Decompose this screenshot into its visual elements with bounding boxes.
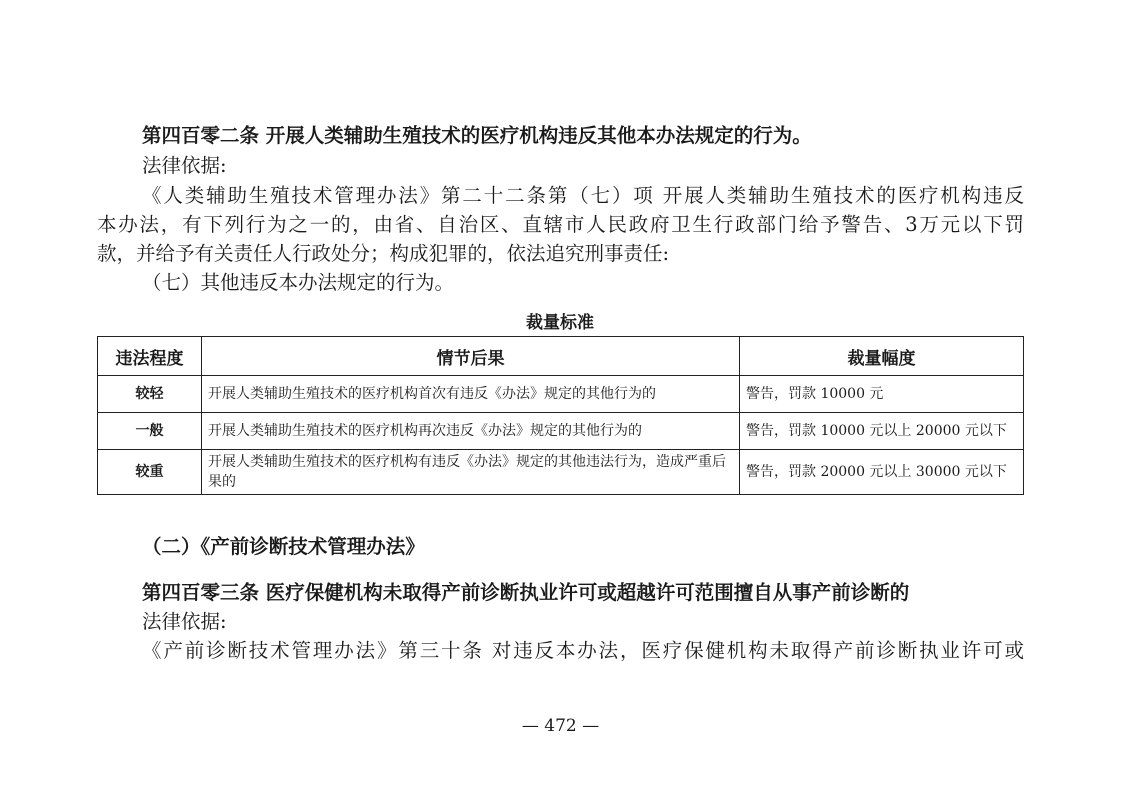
table-caption: 裁量标准	[526, 313, 594, 333]
legal-text-line-article-403: 《产前诊断技术管理办法》第三十条 对违反本办法，医疗保健机构未取得产前诊断执业许可或	[142, 639, 1024, 662]
legal-text-line-1: 《人类辅助生殖技术管理办法》第二十二条第（七）项 开展人类辅助生殖技术的医疗机构违反	[142, 184, 1024, 207]
legal-text-line-3: 款，并给予有关责任人行政处分；构成犯罪的，依法追究刑事责任:	[97, 242, 670, 265]
row-situation: 开展人类辅助生殖技术的医疗机构再次违反《办法》规定的其他行为的	[202, 413, 740, 450]
header-circumstances: 情节后果	[202, 337, 740, 376]
row-situation: 开展人类辅助生殖技术的医疗机构有违反《办法》规定的其他违法行为，造成严重后果的	[202, 450, 740, 495]
row-penalty: 警告，罚款 10000 元	[740, 376, 1024, 413]
table-row	[98, 413, 1024, 450]
table-header-row	[98, 337, 1024, 376]
row-level: 一般	[98, 413, 202, 450]
row-situation: 开展人类辅助生殖技术的医疗机构首次有违反《办法》规定的其他行为的	[202, 376, 740, 413]
legal-basis-label-2: 法律依据:	[142, 610, 227, 633]
page-number: — 472 —	[521, 716, 600, 736]
table-row	[98, 376, 1024, 413]
row-level: 较重	[98, 450, 202, 495]
discretion-standard-table	[97, 336, 1024, 495]
legal-item-7: （七）其他违反本办法规定的行为。	[142, 271, 455, 294]
legal-text-line-2: 本办法，有下列行为之一的，由省、自治区、直辖市人民政府卫生行政部门给予警告、3万元以下罚	[97, 213, 1024, 236]
row-level: 较轻	[98, 376, 202, 413]
table-row	[98, 450, 1024, 495]
section-2-heading: （二）《产前诊断技术管理办法》	[142, 535, 425, 558]
article-402-title: 第四百零二条 开展人类辅助生殖技术的医疗机构违反其他本办法规定的行为。	[142, 124, 812, 147]
header-penalty-range: 裁量幅度	[740, 337, 1024, 376]
legal-basis-label: 法律依据:	[142, 154, 227, 177]
article-403-title: 第四百零三条 医疗保健机构未取得产前诊断执业许可或超越许可范围擅自从事产前诊断的	[142, 581, 910, 604]
row-penalty: 警告，罚款 20000 元以上 30000 元以下	[740, 450, 1024, 495]
row-penalty: 警告，罚款 10000 元以上 20000 元以下	[740, 413, 1024, 450]
header-violation-level: 违法程度	[98, 337, 202, 376]
